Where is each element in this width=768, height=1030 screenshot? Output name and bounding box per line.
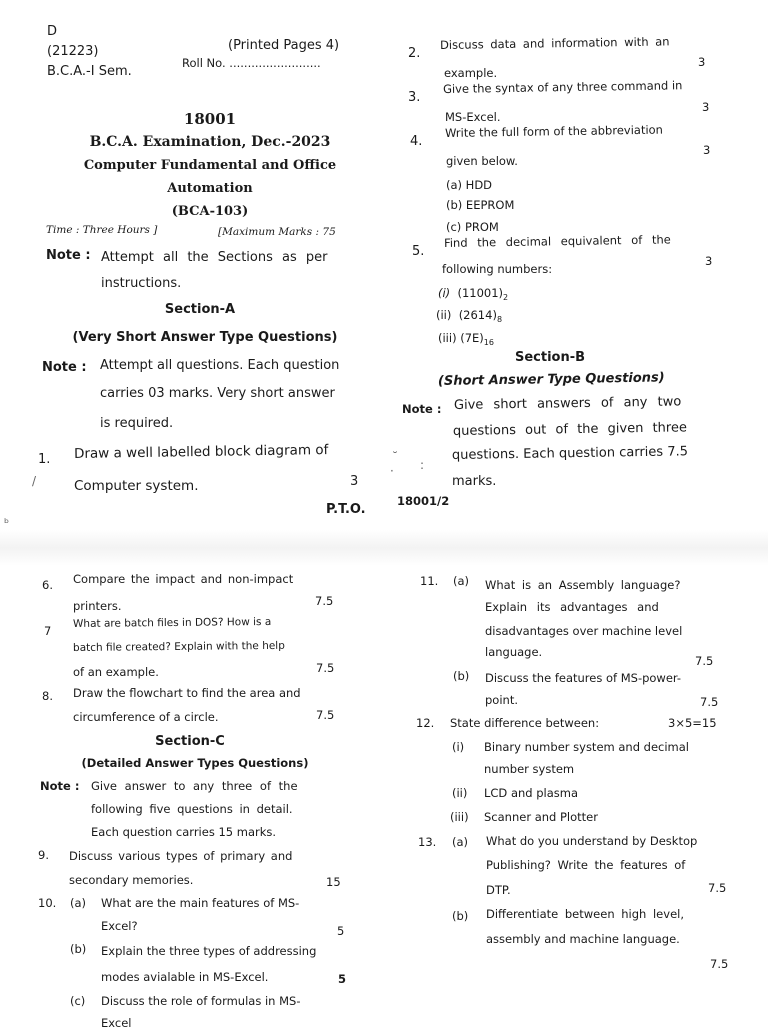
q5-text-2: following numbers: [442,262,553,276]
q1-marks: 3 [350,474,359,489]
paper-number: 18001 [183,110,237,128]
q10b-marks: 5 [338,972,347,986]
q12-part-i-text-1: Binary number system and decimal [484,740,690,754]
note-c-text-3: Each question carries 15 marks. [91,825,277,839]
q10b-label: (b) [70,942,87,956]
q5-part-iii-value: (7E) [460,331,484,345]
q4-number: 4. [410,134,423,149]
q11a-label: (a) [453,574,470,588]
q6-text-2: printers. [73,599,122,613]
q11b-marks: 7.5 [700,695,719,709]
q12-text: State difference between: [450,716,600,730]
q5-part-ii-value: (2614) [458,308,497,322]
q2-text-1: Discuss data and information with an [439,34,670,52]
q6-marks: 7.5 [315,594,334,608]
q11b-text-1: Discuss the features of MS-power- [485,671,682,685]
q12-part-ii-label: (ii) [452,786,468,800]
subject-line-2: Automation [167,181,253,196]
q2-marks: 3 [698,55,706,69]
q11-number: 11. [420,574,439,588]
q10a-text-2: Excel? [101,919,138,933]
q6-text-1: Compare the impact and non-impact [73,572,294,586]
q5-text-1: Find the decimal equivalent of the [443,232,671,250]
q4-text-1: Write the full form of the abbreviation [444,122,664,140]
q5-part-iii [438,331,494,347]
scan-mark: · [390,464,394,478]
section-a-subheading: (Very Short Answer Type Questions) [72,330,338,345]
q10-number: 10. [38,896,57,910]
q6-number: 6. [42,578,53,592]
q2-number: 2. [408,46,421,61]
section-a-heading: Section-A [164,302,236,317]
q10a-text-1: What are the main features of MS- [101,896,300,910]
q12-number: 12. [416,716,435,730]
section-c-subheading: (Detailed Answer Types Questions) [81,756,309,770]
roll-no: Roll No. ......................... [182,56,321,70]
printed-pages: (Printed Pages 4) [228,38,340,53]
q5-part-i-label: (i) [438,286,451,300]
note-b-text-1: Give short answers of any two [453,394,682,413]
q10a-label: (a) [70,896,87,910]
q5-part-i [438,286,508,302]
q11b-label: (b) [453,669,470,683]
scan-mark: : [420,458,425,472]
note-a-text-1: Attempt all questions. Each question [100,358,340,373]
max-marks: [Maximum Marks : 75 [218,226,336,238]
note-c-text-2: following five questions in detail. [91,802,293,816]
q5-part-i-value: (11001) [457,286,504,300]
note-a-text-2: carries 03 marks. Very short answer [100,386,335,401]
q13-number: 13. [418,835,437,849]
note-c-text-1: Give answer to any three of the [91,779,298,793]
q5-part-ii-base: 8 [496,315,503,324]
q9-number: 9. [38,848,49,862]
note-a-label: Note : [42,360,87,375]
q7-text-2: batch file created? Explain with the help [72,639,285,654]
q11a-text-2: Explain its advantages and [485,600,659,614]
q13b-marks: 7.5 [710,957,729,971]
q9-text-2: secondary memories. [69,873,194,887]
q10b-text-1: Explain the three types of addressing [101,944,317,958]
q12-part-iii-label: (iii) [450,810,469,824]
note-b-label: Note : [402,402,442,416]
q13a-text-2: Publishing? Write the features of [486,858,686,872]
note-label: Note : [46,248,91,263]
q8-marks: 7.5 [316,708,335,722]
q3-text-1: Give the syntax of any three command in [442,78,683,96]
q8-text-1: Draw the flowchart to find the area and [73,686,301,700]
q4-option-a: (a) HDD [446,178,493,192]
q11a-marks: 7.5 [695,654,714,668]
q5-number: 5. [412,244,425,259]
q13a-text-3: DTP. [486,883,511,897]
q8-text-2: circumference of a circle. [73,710,219,724]
q5-marks: 3 [705,254,713,268]
course-sem: B.C.A.-I Sem. [47,64,132,79]
paper-code: (21223) [47,44,99,59]
note-b-text-2: questions out of the given three [452,420,688,439]
q13b-text-1: Differentiate between high level, [486,907,684,921]
q13a-marks: 7.5 [708,881,727,895]
note-b-text-4: marks. [452,474,497,489]
section-b-subheading: (Short Answer Type Questions) [437,370,665,389]
q12-part-i-text-2: number system [484,762,575,776]
q9-text-1: Discuss various types of primary and [69,849,293,863]
q4-marks: 3 [703,143,711,157]
q10c-label: (c) [70,994,86,1008]
note-text-2: instructions. [101,276,182,291]
footer-page-code: 18001/2 [397,494,450,508]
q3-marks: 3 [702,100,710,114]
scan-mark: ˘ [392,450,398,464]
q5-part-i-base: 2 [503,293,509,302]
q3-text-2: MS-Excel. [445,110,501,124]
q10a-marks: 5 [337,924,345,938]
q13a-label: (a) [452,835,469,849]
subject-code: (BCA-103) [171,204,249,219]
code-letter: D [47,24,58,39]
q8-number: 8. [42,689,53,703]
q11a-text-4: language. [485,645,543,659]
q10c-text-2: Excel [101,1016,132,1030]
note-c-label: Note : [40,779,80,793]
note-text-1: Attempt all the Sections as per [101,250,328,265]
q4-option-c: (c) PROM [446,220,499,234]
section-b-heading: Section-B [514,350,586,365]
exam-time: Time : Three Hours ] [46,224,158,236]
q9-marks: 15 [326,875,341,889]
note-b-text-3: questions. Each question carries 7.5 [451,444,689,463]
q3-number: 3. [408,90,421,105]
q10b-text-2: modes avialable in MS-Excel. [101,970,269,984]
q12-part-iii-text: Scanner and Plotter [484,810,598,824]
q1-text-2: Computer system. [74,478,199,494]
subject-line-1: Computer Fundamental and Office [83,158,337,173]
q5-part-ii [436,308,502,324]
q5-part-iii-base: 16 [483,338,494,347]
page-fold-divider [0,530,768,566]
q10c-text-1: Discuss the role of formulas in MS- [101,994,301,1008]
q7-number: 7 [44,624,52,638]
q13b-text-2: assembly and machine language. [486,932,680,946]
q5-part-ii-label: (ii) [436,308,452,322]
scan-mark: / [32,474,37,488]
q7-text-3: of an example. [73,665,159,679]
q12-part-i-label: (i) [452,740,465,754]
q7-text-1: What are batch files in DOS? How is a [72,615,272,630]
q4-option-b: (b) EEPROM [446,198,515,212]
section-c-heading: Section-C [155,734,225,749]
q2-text-2: example. [444,66,498,80]
q1-number: 1. [38,452,51,467]
q7-marks: 7.5 [316,661,335,675]
q12-part-ii-text: LCD and plasma [484,786,579,800]
q13a-text-1: What do you understand by Desktop [486,834,698,848]
q5-part-iii-label: (iii) [438,331,457,345]
q11a-text-3: disadvantages over machine level [485,624,683,638]
scan-mark: ᵇ [4,516,10,530]
pto-label: P.T.O. [326,502,366,517]
note-a-text-3: is required. [100,416,174,431]
q4-text-2: given below. [446,154,518,168]
exam-title: B.C.A. Examination, Dec.-2023 [89,134,331,150]
q11b-text-2: point. [485,693,518,707]
q12-marks: 3×5=15 [668,716,717,730]
q11a-text-1: What is an Assembly language? [485,578,681,592]
q1-text-1: Draw a well labelled block diagram of [73,442,329,462]
q13b-label: (b) [452,909,469,923]
